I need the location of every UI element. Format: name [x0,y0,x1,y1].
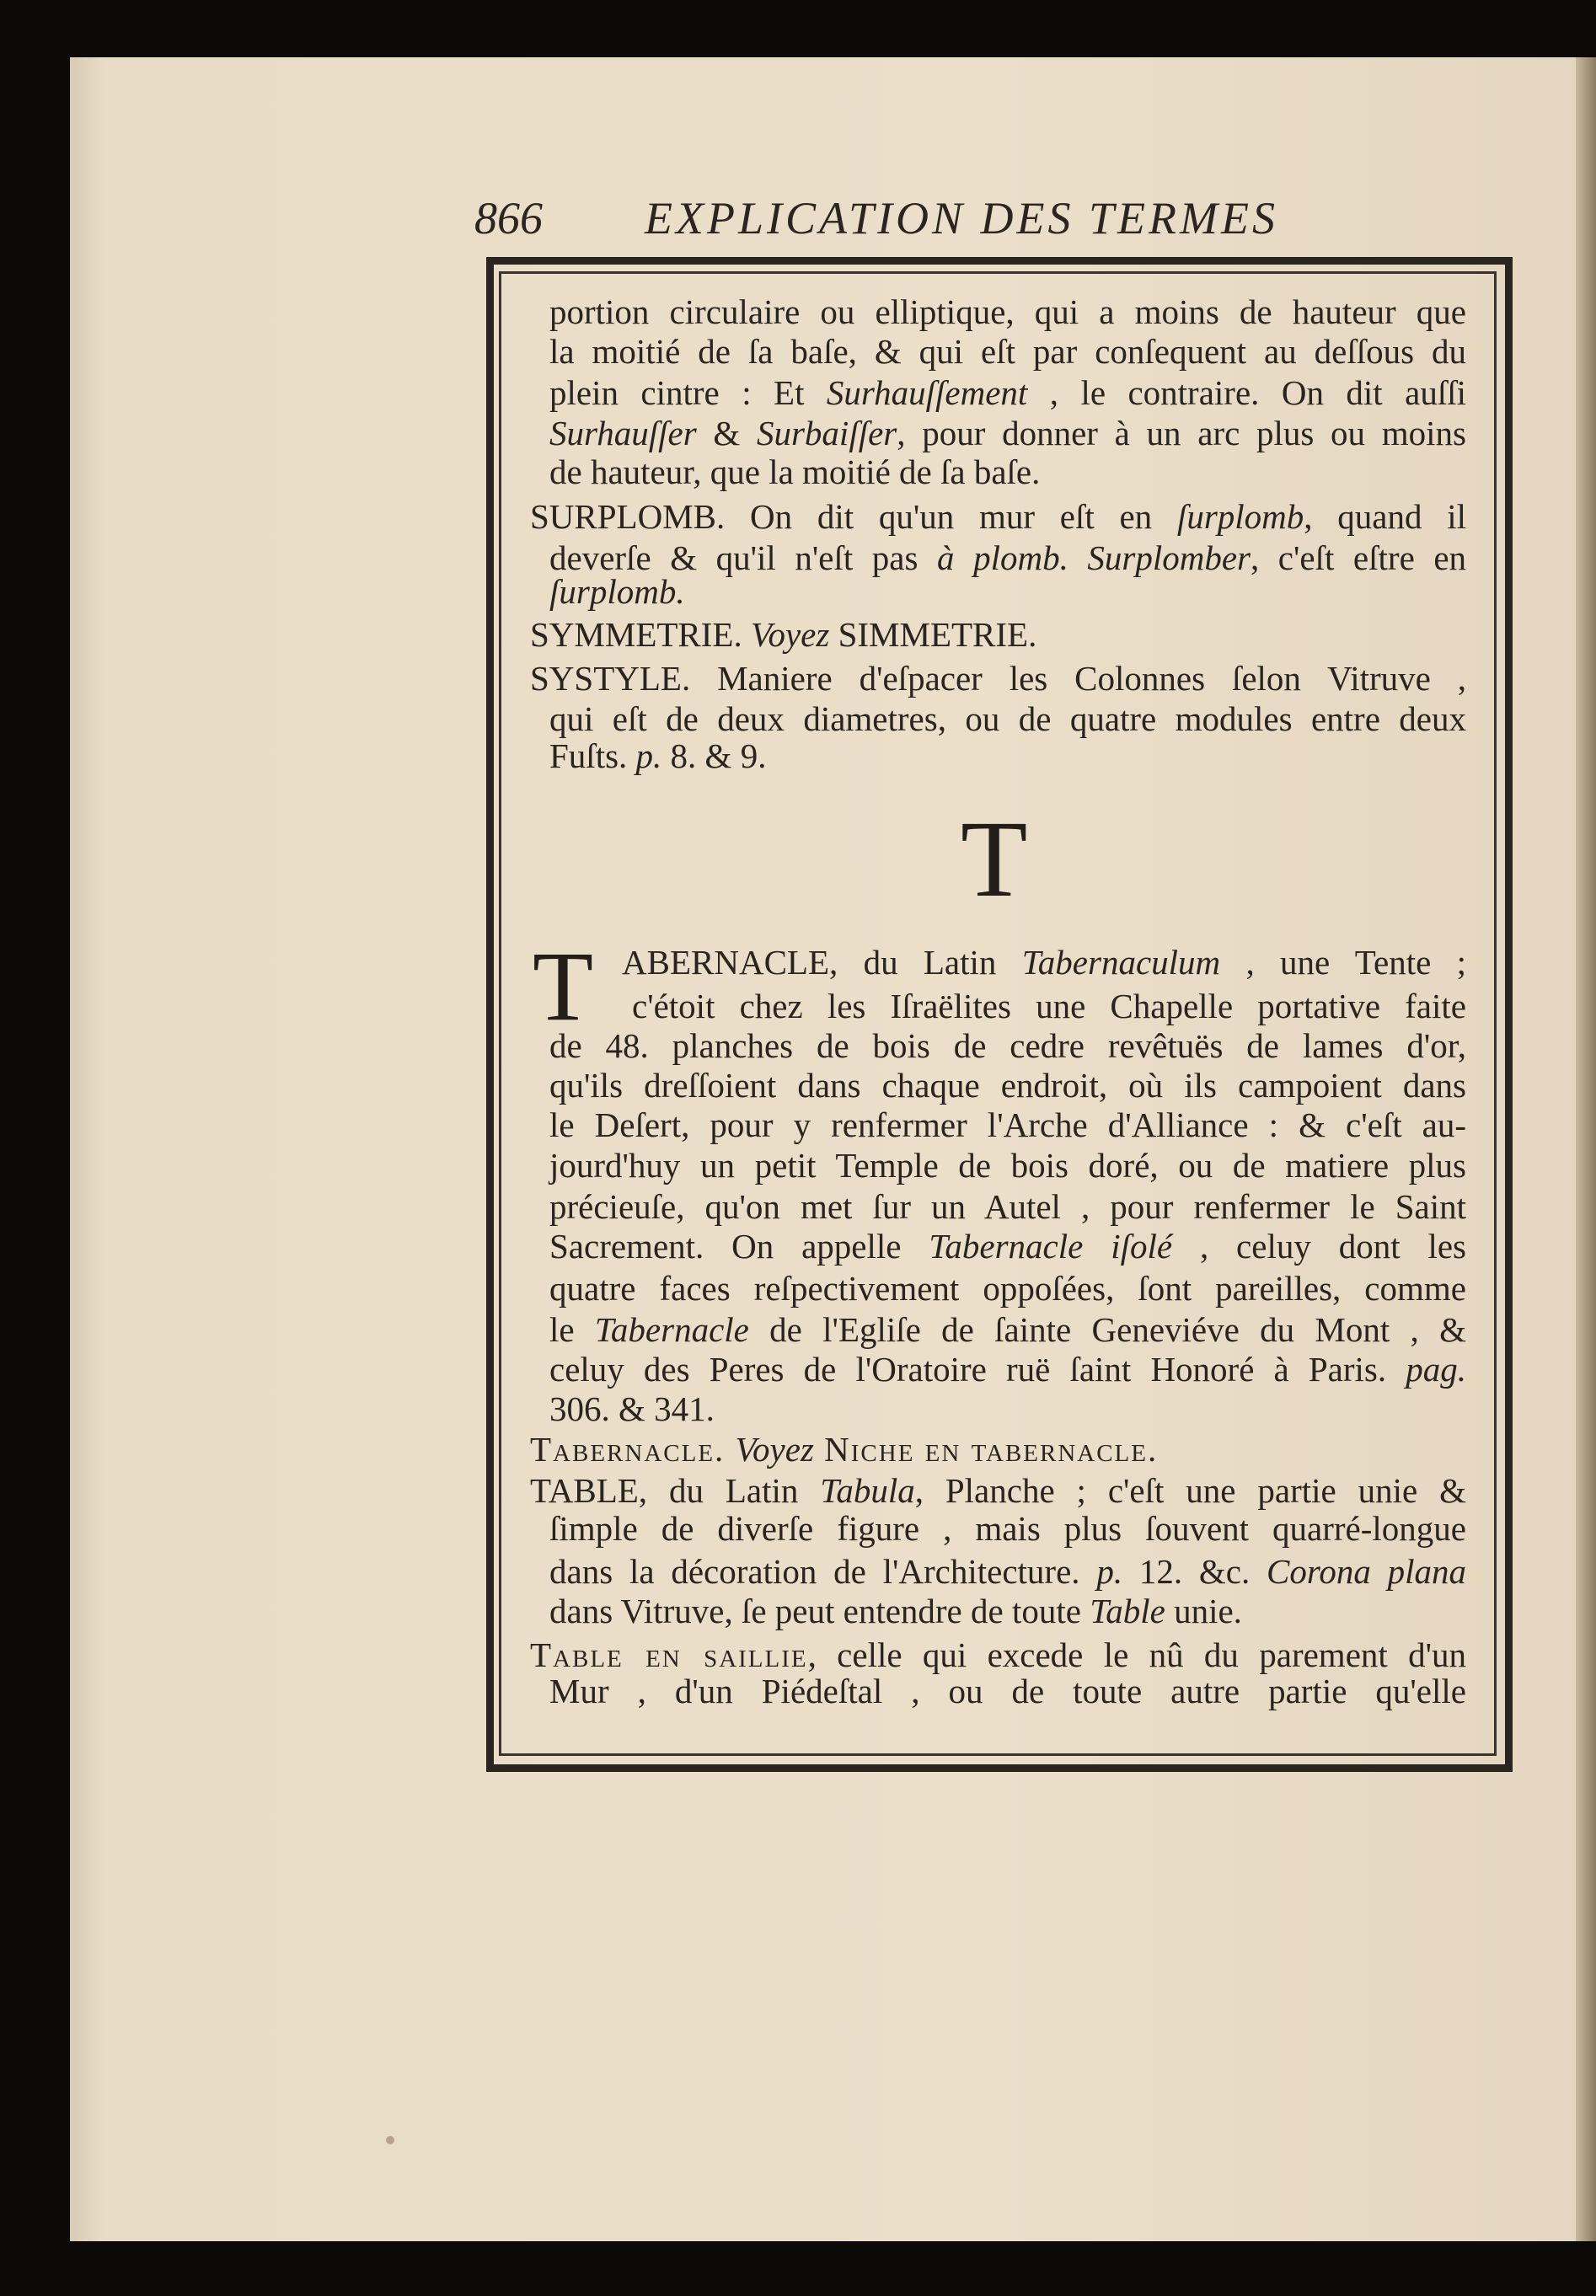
text-segment: 12. &c. [1122,1552,1267,1591]
text-segment: TABLE, du Latin [530,1471,821,1510]
page-number: 866 [474,193,543,244]
text-line [549,331,1466,372]
text-line [549,1591,1466,1631]
text-line [530,1470,1466,1511]
text-segment: dans Vitruve, ſe peut entendre de toute [549,1592,1090,1630]
text-line [549,1389,1466,1429]
text-line [530,658,1466,698]
drop-cap: T [533,931,594,1041]
italic-text: Surhauſſement [826,373,1028,412]
text-line [549,1349,1466,1389]
text-segment: Fuſts. [549,736,636,775]
italic-text: Table [1090,1592,1165,1630]
italic-text: ſurplomb [1176,497,1304,536]
text-line [549,1508,1466,1549]
text-line [549,1186,1466,1227]
text-line [549,413,1466,453]
text-segment: ABERNACLE, du Latin [622,943,1022,982]
italic-text: p. [1096,1552,1123,1591]
text-segment: , celle qui excede le nû du parement d'un [807,1635,1466,1674]
text-segment: 306. & 341. [549,1389,715,1428]
small-caps-text: Table en saillie [530,1635,808,1674]
text-line [549,736,1466,776]
italic-text: p. [635,736,662,775]
text-line [622,942,1466,982]
text-segment: qui eſt de deux diametres, ou de quatre modules entre deux [549,699,1466,738]
text-segment: jourd'huy un petit Temple de bois doré, ou de matiere plus [549,1146,1466,1185]
text-line [549,1671,1466,1711]
text-segment: SURPLOMB. On dit qu'un mur eſt en [530,497,1177,536]
text-line [549,292,1466,332]
text-line [530,1429,1466,1469]
text-line [549,1105,1466,1145]
text-line [549,571,1466,612]
italic-text: Corona plana [1267,1552,1467,1591]
italic-text: Tabernaculum [1021,943,1221,982]
paper-speck [386,2136,394,2144]
italic-text: Voyez [735,1430,814,1469]
text-segment: le [549,1310,595,1349]
text-segment: qu'ils dreſſoient dans chaque endroit, où ils campoient dans [549,1066,1466,1105]
text-segment: deverſe & qu'il n'eſt pas [549,538,938,577]
text-segment: , celuy dont les [1172,1227,1466,1266]
text-segment: Mur , d'un Piédeſtal , ou de toute autre partie qu'elle [549,1672,1466,1710]
text-segment: de hauteur, que la moitié de ſa baſe. [549,452,1041,491]
small-caps-text: Niche en tabernacle. [813,1430,1159,1469]
text-segment: de l'Egliſe de ſainte Geneviéve du Mont , & [748,1310,1466,1349]
text-segment: de 48. planches de bois de cedre revêtuës de lames d'or, [549,1026,1466,1065]
text-line [549,1145,1466,1185]
text-segment: ſimple de diverſe figure , mais plus ſouvent quarré-longue [549,1509,1466,1548]
text-segment: , le contraire. On dit auſſi [1027,373,1466,412]
text-segment: , quand il [1304,497,1466,536]
text-segment: précieuſe, qu'on met ſur un Autel , pour renfermer le Saint [549,1187,1466,1226]
section-letter-heading: T [961,799,1028,920]
italic-text: ſurplomb. [549,572,685,611]
text-segment: , une Tente ; [1220,943,1466,982]
italic-text: Surbaiſſer [756,414,897,452]
text-segment: portion circulaire ou elliptique, qui a moins de hauteur que [549,292,1466,331]
text-segment: le Deſert, pour y renfermer l'Arche d'Alliance : & c'eſt au- [549,1105,1466,1144]
page-edge-shadow [1576,57,1596,2241]
italic-text: pag. [1406,1350,1466,1389]
text-segment: , pour donner à un arc plus ou moins [897,414,1466,452]
text-line [549,1268,1466,1309]
text-segment: la moitié de ſa baſe, & qui eſt par conſequent au deſſous du [549,332,1466,371]
text-segment: SYSTYLE. Maniere d'eſpacer les Colonnes ſelon Vitruve , [530,659,1466,698]
italic-text: Surhauſſer [549,414,697,452]
running-title: EXPLICATION DES TERMES [645,193,1278,244]
text-segment: c'étoit chez les Iſraëlites une Chapelle portative faite [632,987,1466,1025]
text-segment: dans la décoration de l'Architecture. [549,1552,1097,1591]
text-segment: celuy des Peres de l'Oratoire ruë ſaint Honoré à Paris. [549,1350,1406,1389]
text-segment: 8. & 9. [661,736,767,775]
text-segment: unie. [1165,1592,1242,1630]
italic-text: à plomb. Surplomber [937,538,1251,577]
text-line [549,1309,1466,1350]
text-line [549,1226,1466,1266]
small-caps-text: Tabernacle. [530,1430,736,1469]
text-segment: quatre faces reſpectivement oppoſées, ſont pareilles, comme [549,1269,1466,1308]
italic-text: Voyez [750,615,830,654]
text-segment: plein cintre : Et [549,373,827,412]
text-segment: SIMMETRIE. [829,615,1037,654]
text-line [530,614,1466,655]
text-line [549,1551,1466,1592]
italic-text: Tabernacle iſolé [929,1227,1173,1266]
text-segment: , c'eſt eſtre en [1251,538,1467,577]
text-segment: Sacrement. On appelle [549,1227,929,1266]
text-line [530,496,1466,537]
text-line [549,1065,1466,1105]
italic-text: Tabula [820,1471,915,1510]
text-line [549,1025,1466,1066]
text-line [530,1635,1466,1675]
italic-text: Tabernacle [594,1310,749,1349]
text-segment: & [696,414,757,452]
text-line [549,698,1466,739]
text-line [549,372,1466,413]
text-segment: SYMMETRIE. [530,615,751,654]
text-line [549,452,1466,492]
text-segment: , Planche ; c'eſt une partie unie & [914,1471,1466,1510]
text-line [632,986,1466,1026]
